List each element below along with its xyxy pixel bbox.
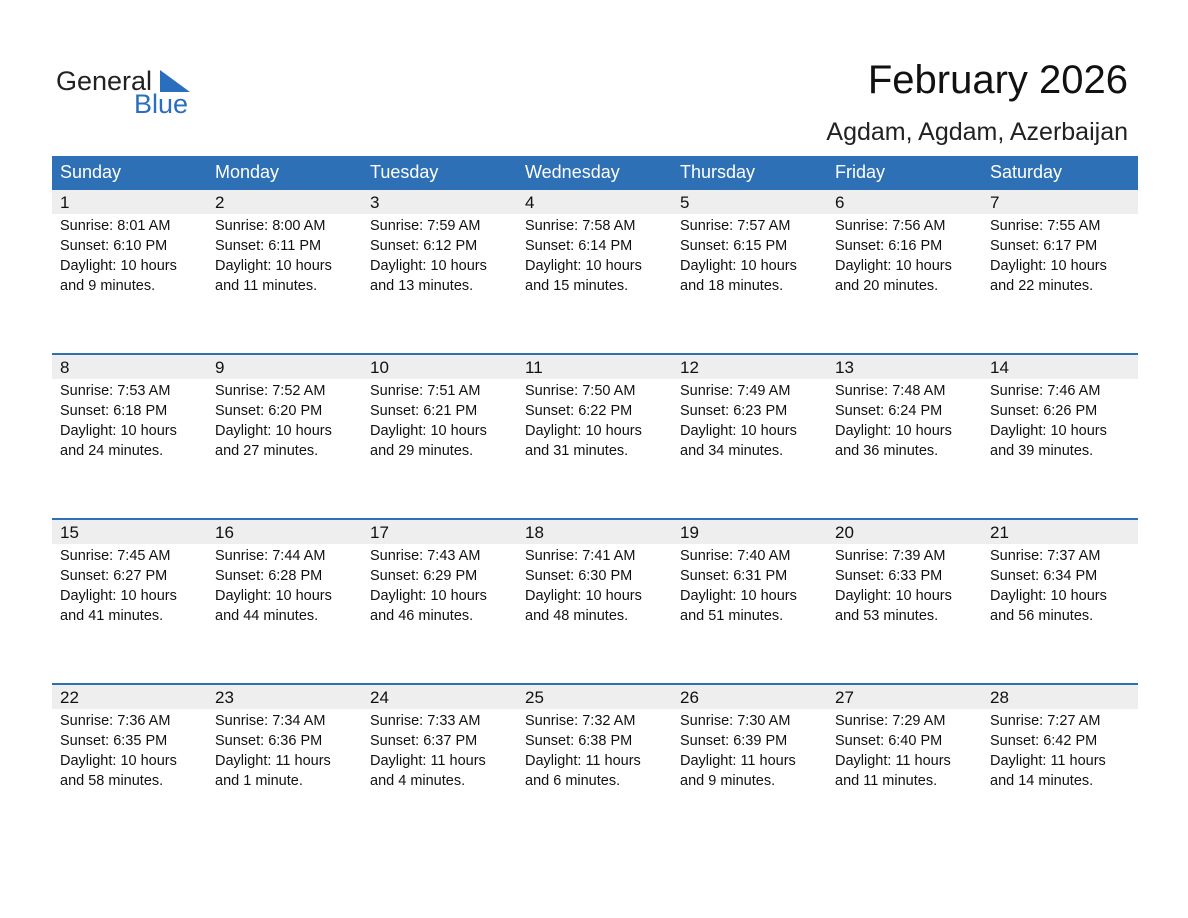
daylight-hours-text: Daylight: 10 hours <box>215 423 332 439</box>
daylight-hours-text: Daylight: 10 hours <box>215 588 332 604</box>
day-info <box>680 711 796 791</box>
day-number: 17 <box>370 523 389 542</box>
day-info <box>215 546 332 626</box>
sunset-text: Sunset: 6:14 PM <box>525 238 633 254</box>
daylight-minutes-text: and 48 minutes. <box>525 608 629 624</box>
day-info <box>525 216 642 296</box>
day-cell <box>362 685 517 843</box>
sunrise-text: Sunrise: 7:43 AM <box>370 548 481 564</box>
daylight-hours-text: Daylight: 10 hours <box>990 423 1107 439</box>
sunrise-text: Sunrise: 7:56 AM <box>835 218 946 234</box>
day-info <box>215 711 331 791</box>
day-info <box>525 381 642 461</box>
day-info <box>60 546 177 626</box>
daylight-minutes-text: and 18 minutes. <box>680 278 784 294</box>
sunrise-text: Sunrise: 8:01 AM <box>60 218 171 234</box>
sunset-text: Sunset: 6:18 PM <box>60 403 168 419</box>
daylight-hours-text: Daylight: 10 hours <box>990 588 1107 604</box>
day-number: 10 <box>370 358 389 377</box>
sunset-text: Sunset: 6:33 PM <box>835 568 943 584</box>
sunset-text: Sunset: 6:27 PM <box>60 568 168 584</box>
day-number: 25 <box>525 688 544 707</box>
day-cell <box>517 190 672 348</box>
weekday-tuesday: Tuesday <box>370 162 439 182</box>
day-cell <box>672 685 827 843</box>
daylight-minutes-text: and 56 minutes. <box>990 608 1094 624</box>
daylight-hours-text: Daylight: 10 hours <box>990 258 1107 274</box>
day-number: 5 <box>680 193 690 212</box>
sunrise-text: Sunrise: 7:53 AM <box>60 383 171 399</box>
day-number: 6 <box>835 193 845 212</box>
sunset-text: Sunset: 6:38 PM <box>525 733 633 749</box>
week-row <box>52 518 1138 680</box>
sunset-text: Sunset: 6:28 PM <box>215 568 323 584</box>
day-number: 8 <box>60 358 70 377</box>
sunset-text: Sunset: 6:12 PM <box>370 238 478 254</box>
sunset-text: Sunset: 6:37 PM <box>370 733 478 749</box>
weekday-saturday: Saturday <box>990 162 1063 182</box>
day-cell <box>827 190 982 348</box>
page-title: February 2026 <box>867 58 1128 102</box>
day-info <box>680 546 797 626</box>
sunset-text: Sunset: 6:30 PM <box>525 568 633 584</box>
weekday-thursday: Thursday <box>680 162 756 182</box>
day-number: 2 <box>215 193 225 212</box>
day-number: 18 <box>525 523 544 542</box>
daylight-hours-text: Daylight: 10 hours <box>370 588 487 604</box>
logo-word-blue: Blue <box>134 89 189 119</box>
day-number: 3 <box>370 193 380 212</box>
day-info <box>370 381 487 461</box>
daylight-hours-text: Daylight: 11 hours <box>215 753 331 769</box>
sunset-text: Sunset: 6:23 PM <box>680 403 788 419</box>
day-number: 27 <box>835 688 854 707</box>
day-info <box>525 711 641 791</box>
day-cell <box>52 190 207 348</box>
sunrise-text: Sunrise: 7:34 AM <box>215 713 326 729</box>
sunrise-text: Sunrise: 7:45 AM <box>60 548 171 564</box>
daylight-minutes-text: and 14 minutes. <box>990 773 1094 789</box>
day-info <box>835 381 952 461</box>
sunrise-text: Sunrise: 7:55 AM <box>990 218 1101 234</box>
sunrise-text: Sunrise: 7:58 AM <box>525 218 636 234</box>
daylight-minutes-text: and 9 minutes. <box>60 278 156 294</box>
day-number: 15 <box>60 523 79 542</box>
day-cell <box>207 520 362 678</box>
day-cell <box>517 355 672 513</box>
day-number: 21 <box>990 523 1009 542</box>
daylight-hours-text: Daylight: 11 hours <box>990 753 1106 769</box>
day-number: 1 <box>60 193 70 212</box>
day-info <box>990 216 1107 296</box>
daylight-hours-text: Daylight: 11 hours <box>680 753 796 769</box>
daylight-minutes-text: and 4 minutes. <box>370 773 466 789</box>
sunrise-text: Sunrise: 7:59 AM <box>370 218 481 234</box>
sunset-text: Sunset: 6:34 PM <box>990 568 1098 584</box>
day-number: 23 <box>215 688 234 707</box>
sunset-text: Sunset: 6:40 PM <box>835 733 943 749</box>
sunset-text: Sunset: 6:35 PM <box>60 733 168 749</box>
daylight-minutes-text: and 53 minutes. <box>835 608 939 624</box>
sunset-text: Sunset: 6:17 PM <box>990 238 1098 254</box>
daylight-minutes-text: and 34 minutes. <box>680 443 784 459</box>
sunrise-text: Sunrise: 7:32 AM <box>525 713 636 729</box>
sunset-text: Sunset: 6:39 PM <box>680 733 788 749</box>
sunset-text: Sunset: 6:36 PM <box>215 733 323 749</box>
daylight-minutes-text: and 24 minutes. <box>60 443 164 459</box>
location-subtitle: Agdam, Agdam, Azerbaijan <box>826 118 1128 146</box>
day-number: 19 <box>680 523 699 542</box>
sunrise-text: Sunrise: 7:33 AM <box>370 713 481 729</box>
day-number: 22 <box>60 688 79 707</box>
daylight-hours-text: Daylight: 10 hours <box>370 423 487 439</box>
day-info <box>370 216 487 296</box>
day-cell <box>982 520 1137 678</box>
sunrise-text: Sunrise: 7:36 AM <box>60 713 171 729</box>
sunrise-text: Sunrise: 7:52 AM <box>215 383 326 399</box>
week-row <box>52 353 1138 515</box>
day-cell <box>52 520 207 678</box>
day-info <box>370 711 486 791</box>
sunrise-text: Sunrise: 7:49 AM <box>680 383 791 399</box>
week-row <box>52 683 1138 845</box>
sunrise-text: Sunrise: 7:29 AM <box>835 713 946 729</box>
daylight-hours-text: Daylight: 10 hours <box>525 423 642 439</box>
day-cell <box>672 355 827 513</box>
daylight-hours-text: Daylight: 10 hours <box>60 588 177 604</box>
weekday-header <box>52 156 1138 188</box>
day-cell <box>672 190 827 348</box>
day-cell <box>207 355 362 513</box>
sunrise-text: Sunrise: 7:48 AM <box>835 383 946 399</box>
sunset-text: Sunset: 6:42 PM <box>990 733 1098 749</box>
day-cell <box>207 685 362 843</box>
daylight-minutes-text: and 41 minutes. <box>60 608 164 624</box>
daylight-minutes-text: and 29 minutes. <box>370 443 474 459</box>
day-cell <box>52 355 207 513</box>
sunset-text: Sunset: 6:20 PM <box>215 403 323 419</box>
daylight-minutes-text: and 6 minutes. <box>525 773 621 789</box>
daylight-hours-text: Daylight: 10 hours <box>835 258 952 274</box>
day-number: 7 <box>990 193 1000 212</box>
daylight-hours-text: Daylight: 11 hours <box>370 753 486 769</box>
day-info <box>215 216 332 296</box>
day-info <box>680 381 797 461</box>
daylight-minutes-text: and 22 minutes. <box>990 278 1094 294</box>
day-info <box>215 381 332 461</box>
day-number: 12 <box>680 358 699 377</box>
day-info <box>835 546 952 626</box>
day-info <box>370 546 487 626</box>
generalblue-logo <box>56 66 196 120</box>
day-number: 24 <box>370 688 389 707</box>
sunset-text: Sunset: 6:24 PM <box>835 403 943 419</box>
week-row <box>52 188 1138 350</box>
day-info <box>835 711 951 791</box>
sunrise-text: Sunrise: 7:46 AM <box>990 383 1101 399</box>
weekday-sunday: Sunday <box>60 162 122 182</box>
daylight-hours-text: Daylight: 11 hours <box>835 753 951 769</box>
weekday-monday: Monday <box>215 162 280 182</box>
day-cell <box>517 520 672 678</box>
sunrise-text: Sunrise: 7:41 AM <box>525 548 636 564</box>
sunrise-text: Sunrise: 7:57 AM <box>680 218 791 234</box>
day-cell <box>52 685 207 843</box>
daylight-minutes-text: and 58 minutes. <box>60 773 164 789</box>
daylight-hours-text: Daylight: 11 hours <box>525 753 641 769</box>
daylight-minutes-text: and 27 minutes. <box>215 443 319 459</box>
daylight-minutes-text: and 44 minutes. <box>215 608 319 624</box>
sunset-text: Sunset: 6:22 PM <box>525 403 633 419</box>
day-cell <box>362 520 517 678</box>
day-info <box>990 546 1107 626</box>
day-cell <box>982 190 1137 348</box>
sunset-text: Sunset: 6:31 PM <box>680 568 788 584</box>
logo-word-general: General <box>56 66 153 96</box>
day-cell <box>517 685 672 843</box>
sunset-text: Sunset: 6:26 PM <box>990 403 1098 419</box>
day-number: 26 <box>680 688 699 707</box>
day-number: 20 <box>835 523 854 542</box>
sunset-text: Sunset: 6:15 PM <box>680 238 788 254</box>
sunrise-text: Sunrise: 7:44 AM <box>215 548 326 564</box>
weekday-wednesday: Wednesday <box>525 162 620 182</box>
day-cell <box>827 685 982 843</box>
day-cell <box>827 355 982 513</box>
daylight-minutes-text: and 36 minutes. <box>835 443 939 459</box>
day-info <box>60 216 177 296</box>
day-number: 16 <box>215 523 234 542</box>
day-info <box>60 711 177 791</box>
daylight-minutes-text: and 11 minutes. <box>215 278 318 294</box>
sunrise-text: Sunrise: 7:30 AM <box>680 713 791 729</box>
weekday-friday: Friday <box>835 162 886 182</box>
day-info <box>835 216 952 296</box>
daylight-minutes-text: and 51 minutes. <box>680 608 784 624</box>
day-cell <box>982 355 1137 513</box>
day-info <box>525 546 642 626</box>
daylight-hours-text: Daylight: 10 hours <box>215 258 332 274</box>
daylight-hours-text: Daylight: 10 hours <box>680 258 797 274</box>
daylight-minutes-text: and 39 minutes. <box>990 443 1094 459</box>
day-cell <box>362 355 517 513</box>
daylight-minutes-text: and 9 minutes. <box>680 773 776 789</box>
sunrise-text: Sunrise: 7:40 AM <box>680 548 791 564</box>
daylight-hours-text: Daylight: 10 hours <box>60 423 177 439</box>
sunset-text: Sunset: 6:10 PM <box>60 238 168 254</box>
daylight-minutes-text: and 15 minutes. <box>525 278 629 294</box>
day-info <box>990 711 1106 791</box>
daylight-hours-text: Daylight: 10 hours <box>370 258 487 274</box>
sunrise-text: Sunrise: 7:39 AM <box>835 548 946 564</box>
day-info <box>60 381 177 461</box>
day-cell <box>982 685 1137 843</box>
daylight-hours-text: Daylight: 10 hours <box>60 258 177 274</box>
daylight-hours-text: Daylight: 10 hours <box>835 423 952 439</box>
daylight-minutes-text: and 20 minutes. <box>835 278 939 294</box>
daylight-minutes-text: and 1 minute. <box>215 773 303 789</box>
daylight-hours-text: Daylight: 10 hours <box>525 588 642 604</box>
daylight-hours-text: Daylight: 10 hours <box>680 423 797 439</box>
day-number: 28 <box>990 688 1009 707</box>
day-number: 13 <box>835 358 854 377</box>
day-cell <box>362 190 517 348</box>
sunrise-text: Sunrise: 7:50 AM <box>525 383 636 399</box>
day-cell <box>207 190 362 348</box>
sunset-text: Sunset: 6:11 PM <box>215 238 322 254</box>
day-info <box>680 216 797 296</box>
daylight-minutes-text: and 46 minutes. <box>370 608 474 624</box>
daylight-minutes-text: and 13 minutes. <box>370 278 474 294</box>
daylight-minutes-text: and 11 minutes. <box>835 773 938 789</box>
sunset-text: Sunset: 6:21 PM <box>370 403 478 419</box>
day-number: 9 <box>215 358 225 377</box>
daylight-hours-text: Daylight: 10 hours <box>60 753 177 769</box>
sunrise-text: Sunrise: 7:51 AM <box>370 383 481 399</box>
day-number: 4 <box>525 193 535 212</box>
daylight-hours-text: Daylight: 10 hours <box>680 588 797 604</box>
day-number: 11 <box>525 358 543 377</box>
day-info <box>990 381 1107 461</box>
sunrise-text: Sunrise: 8:00 AM <box>215 218 326 234</box>
day-cell <box>827 520 982 678</box>
day-cell <box>672 520 827 678</box>
day-number: 14 <box>990 358 1009 377</box>
sunset-text: Sunset: 6:16 PM <box>835 238 943 254</box>
sunrise-text: Sunrise: 7:37 AM <box>990 548 1101 564</box>
sunset-text: Sunset: 6:29 PM <box>370 568 478 584</box>
daylight-hours-text: Daylight: 10 hours <box>835 588 952 604</box>
sunrise-text: Sunrise: 7:27 AM <box>990 713 1101 729</box>
daylight-hours-text: Daylight: 10 hours <box>525 258 642 274</box>
daylight-minutes-text: and 31 minutes. <box>525 443 629 459</box>
